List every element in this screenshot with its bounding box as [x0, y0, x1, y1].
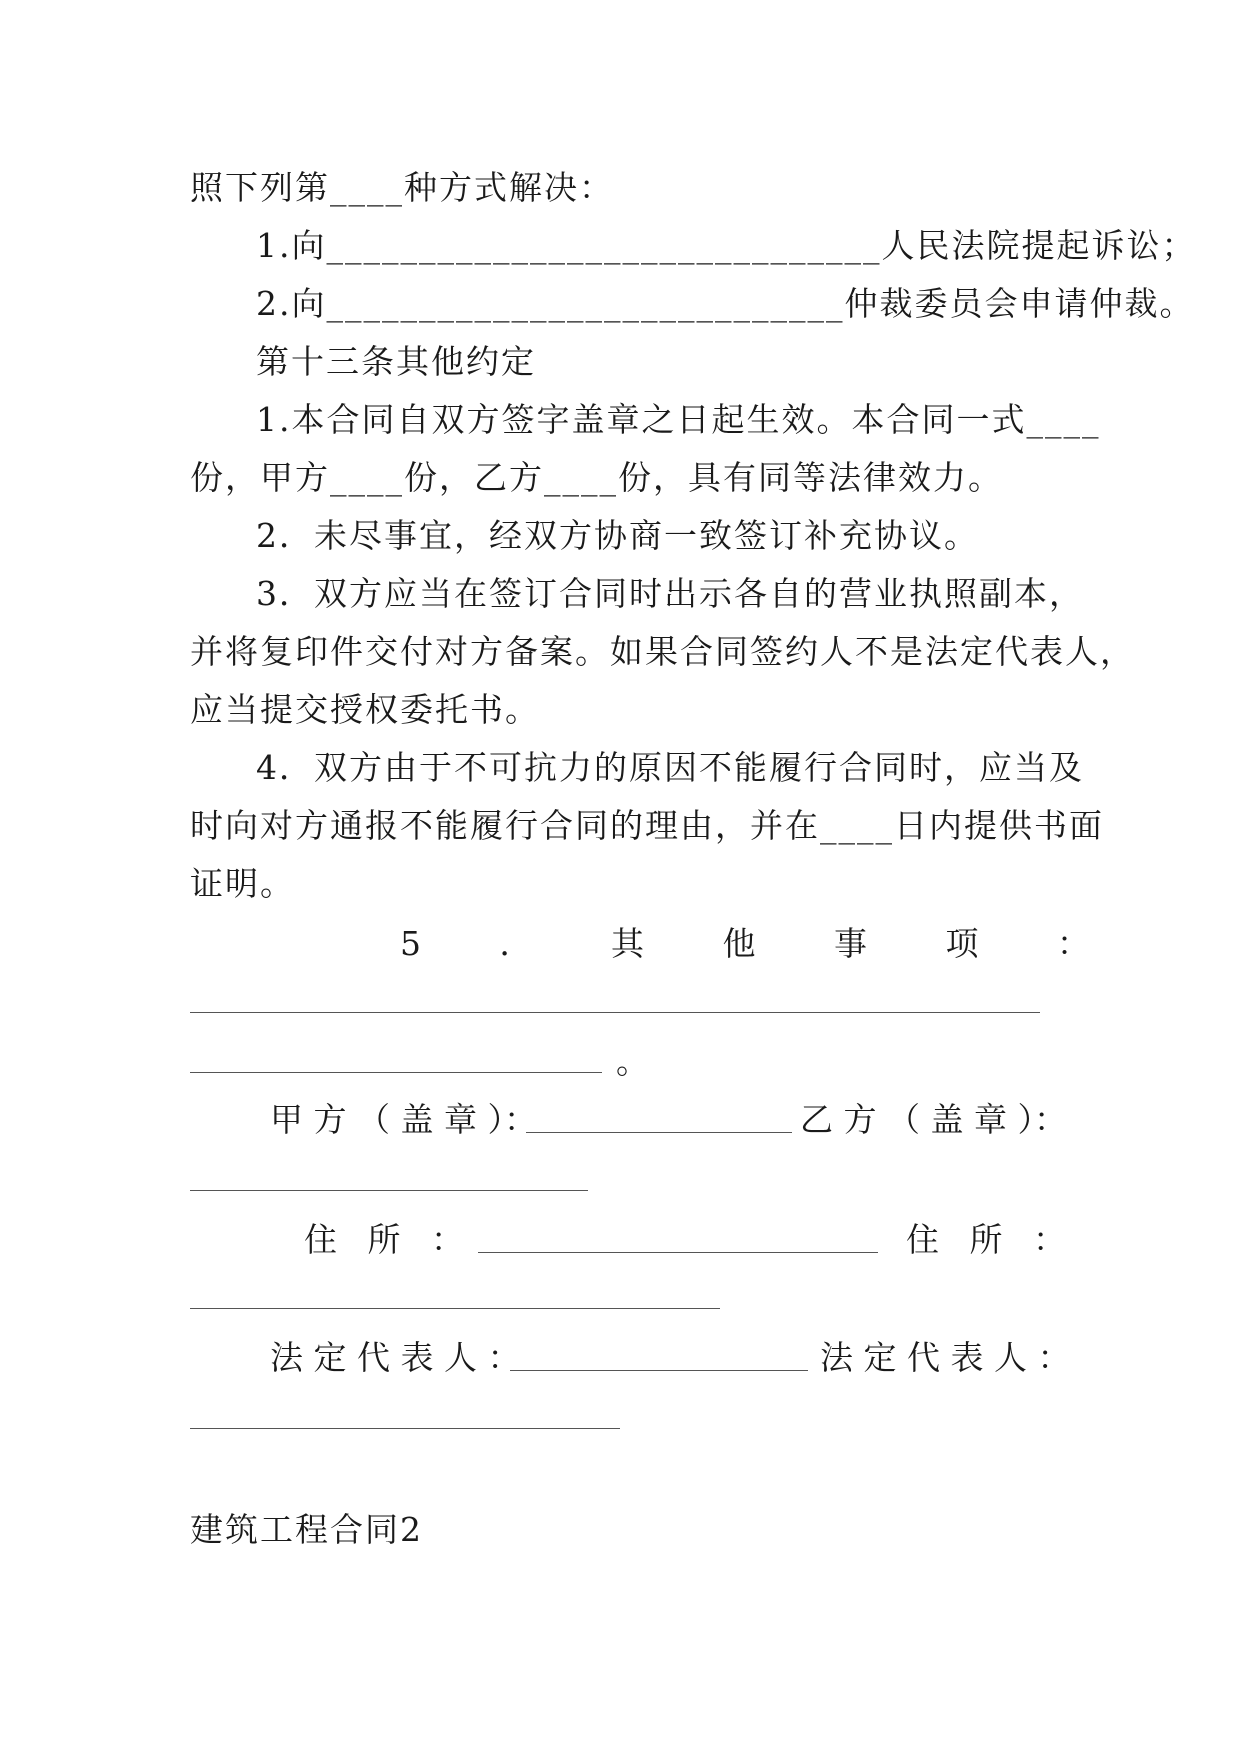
text-line: 1.向______________________________人民法院提起诉讼； — [256, 226, 1197, 265]
party-a-seal-line — [526, 1132, 792, 1133]
other-matters-label: 5 ． 其 他 事 项 ： — [400, 924, 1090, 963]
text-line: 照下列第____种方式解决： — [190, 168, 614, 207]
party-b-seal-label: 乙 方 （ 盖 章 ）： — [800, 1100, 1067, 1139]
party-b-seal-line — [190, 1190, 588, 1191]
party-a-address-line — [478, 1252, 878, 1253]
line-end-mark: 。 — [616, 1042, 649, 1081]
text-line: 4．双方由于不可抗力的原因不能履行合同时，应当及 — [256, 748, 1084, 787]
party-b-rep-line — [190, 1428, 620, 1429]
text-line: 3．双方应当在签订合同时出示各自的营业执照副本， — [256, 574, 1084, 613]
fill-in-line — [190, 1012, 1040, 1013]
text-line: 证明。 — [190, 864, 295, 903]
text-line: 时向对方通报不能履行合同的理由，并在____日内提供书面 — [190, 806, 1104, 845]
section-heading: 第十三条其他约定 — [256, 342, 536, 381]
text-line: 1.本合同自双方签字盖章之日起生效。本合同一式____ — [256, 400, 1101, 439]
party-b-address-label: 住 所 ： — [906, 1220, 1066, 1259]
party-a-seal-label: 甲 方 （ 盖 章 ）： — [270, 1100, 537, 1139]
party-a-rep-line — [510, 1370, 808, 1371]
party-b-rep-label: 法 定 代 表 人 ： — [820, 1338, 1071, 1377]
text-line: 应当提交授权委托书。 — [190, 690, 540, 729]
text-line: 份，甲方____份，乙方____份，具有同等法律效力。 — [190, 458, 1003, 497]
next-contract-title: 建筑工程合同2 — [190, 1510, 423, 1549]
fill-in-line — [190, 1072, 602, 1073]
party-b-address-line — [190, 1308, 720, 1309]
party-a-address-label: 住 所 ： — [304, 1220, 464, 1259]
party-a-rep-label: 法 定 代 表 人 ： — [270, 1338, 521, 1377]
text-line: 2.向____________________________仲裁委员会申请仲裁。 — [256, 284, 1195, 323]
text-line: 2．未尽事宜，经双方协商一致签订补充协议。 — [256, 516, 979, 555]
text-line: 并将复印件交付对方备案。如果合同签约人不是法定代表人， — [190, 632, 1135, 671]
